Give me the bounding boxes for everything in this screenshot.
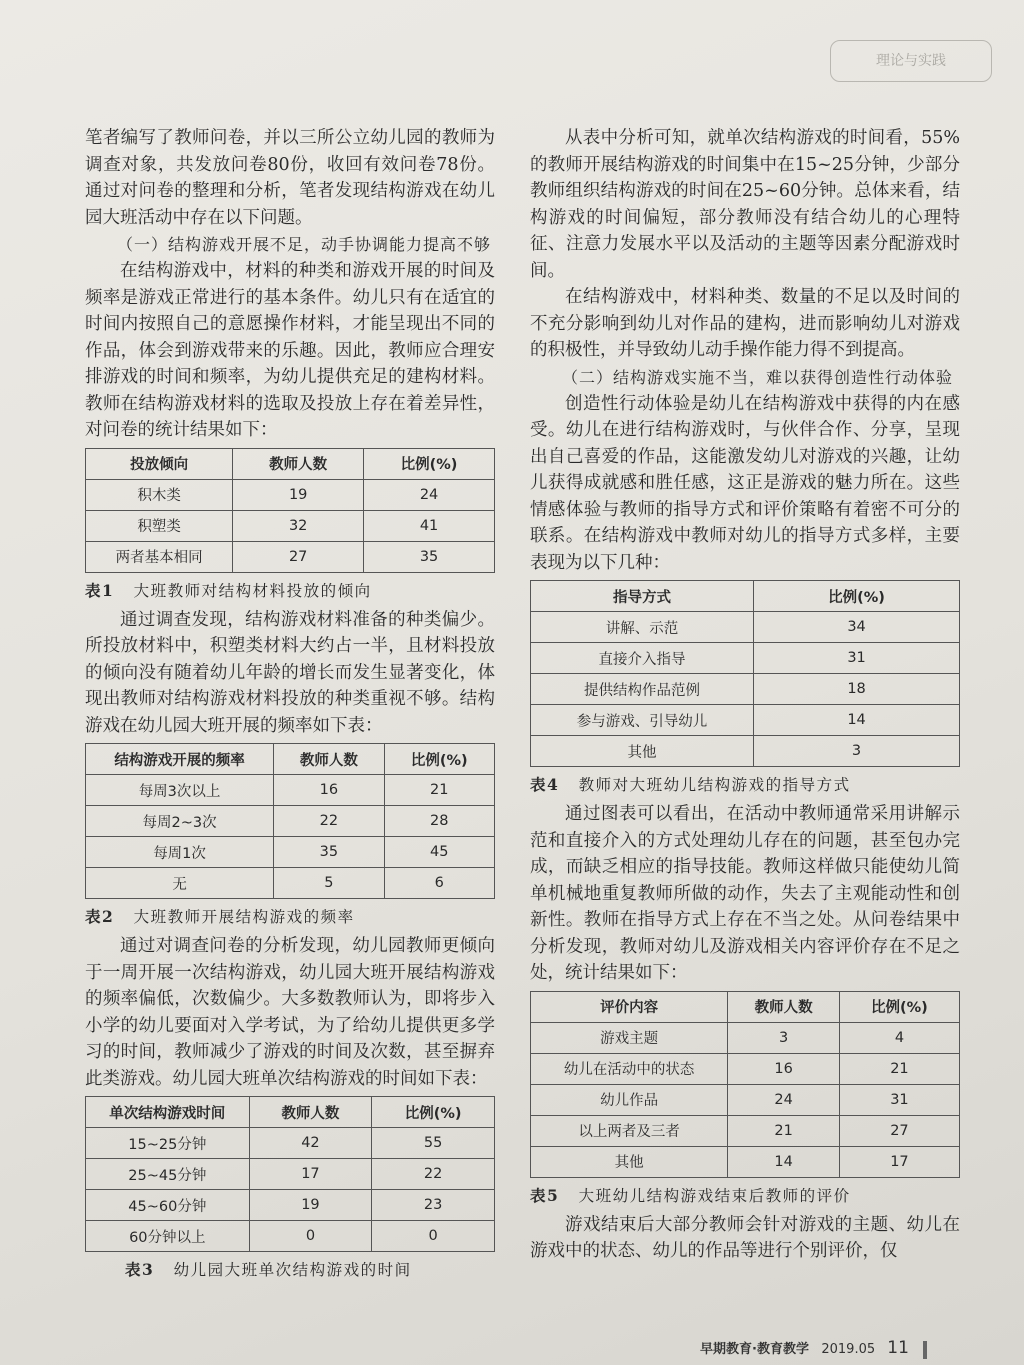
table-cell: 参与游戏、引导幼儿 — [531, 705, 754, 736]
table-row — [531, 736, 960, 767]
table-3 — [85, 1096, 495, 1252]
table-cell: 35 — [274, 837, 384, 868]
table-cell: 22 — [274, 806, 384, 837]
table-cell: 32 — [233, 510, 364, 541]
caption-text: 幼儿园大班单次结构游戏的时间 — [173, 1261, 412, 1279]
table-cell: 以上两者及三者 — [531, 1115, 728, 1146]
table-cell: 15~25分钟 — [86, 1128, 250, 1159]
page-footer — [700, 1338, 927, 1359]
table-cell: 3 — [728, 1022, 840, 1053]
table-row — [531, 1115, 960, 1146]
table-row — [86, 806, 495, 837]
table-header: 教师人数 — [249, 1097, 372, 1128]
table-cell: 27 — [839, 1115, 959, 1146]
table-row — [531, 1146, 960, 1177]
table-cell: 积塑类 — [86, 510, 233, 541]
paragraph: 通过图表可以看出，在活动中教师通常采用讲解示范和直接介入的方式处理幼儿存在的问题，甚至包办完成，而缺乏相应的指导技能。教师这样做只能使幼儿简单机械地重复教师所做的动作，失去了主观能动性和创新性。教师在指导方式上存在不当之处。从问卷结果中分析发现，教师对幼儿及游戏相关内容评价存在不足之处，统计结果如下： — [530, 804, 960, 983]
table-cell: 45 — [384, 837, 494, 868]
table-caption — [530, 1182, 960, 1210]
table-cell: 25~45分钟 — [86, 1159, 250, 1190]
section-tag: 理论与实践 — [830, 40, 992, 82]
table-cell: 16 — [274, 775, 384, 806]
table-caption — [85, 577, 495, 605]
table-row — [86, 479, 495, 510]
right-column — [530, 125, 960, 1265]
table-cell: 23 — [372, 1190, 495, 1221]
caption-text: 大班幼儿结构游戏结束后教师的评价 — [578, 1186, 851, 1205]
issue-date: 2019.05 — [821, 1342, 876, 1357]
table-cell: 两者基本相同 — [86, 541, 233, 572]
table-cell: 18 — [754, 674, 960, 705]
table-row — [531, 1053, 960, 1084]
table-row — [86, 1128, 495, 1159]
table-header: 指导方式 — [531, 581, 754, 612]
paragraph: 通过调查发现，结构游戏材料准备的种类偏少。所投放材料中，积塑类材料大约占一半，且材料投放的倾向没有随着幼儿年龄的增长而发生显著变化，体现出教师对结构游戏材料投放的种类重视不够。结构游戏在幼儿园大班开展的频率如下表： — [85, 609, 495, 736]
table-1 — [85, 448, 495, 573]
table-row — [86, 510, 495, 541]
table-cell: 21 — [839, 1053, 959, 1084]
table-row — [86, 541, 495, 572]
table-cell: 60分钟以上 — [86, 1221, 250, 1252]
table-row — [86, 1159, 495, 1190]
table-cell: 35 — [364, 541, 495, 572]
table-cell: 31 — [754, 643, 960, 674]
table-cell: 24 — [364, 479, 495, 510]
caption-text: 大班教师开展结构游戏的频率 — [133, 908, 355, 926]
caption-number: 表4 — [530, 775, 560, 794]
table-header: 教师人数 — [274, 744, 384, 775]
footer-bar — [923, 1341, 927, 1359]
table-cell: 无 — [86, 868, 274, 899]
paragraph: 笔者编写了教师问卷，并以三所公立幼儿园的教师为调查对象，共发放问卷80份，收回有效问卷78份。通过对问卷的整理和分析，笔者发现结构游戏在幼儿园大班活动中存在以下问题。 — [85, 128, 495, 228]
section-heading: （二）结构游戏实施不当，难以获得创造性行动体验 — [562, 367, 954, 387]
table-cell: 0 — [372, 1221, 495, 1252]
page-number: 11 — [887, 1338, 909, 1358]
table-cell: 游戏主题 — [531, 1022, 728, 1053]
table-cell: 每周3次以上 — [86, 775, 274, 806]
caption-number: 表5 — [530, 1185, 560, 1205]
table-row — [86, 775, 495, 806]
table-cell: 6 — [384, 868, 494, 899]
table-cell: 积木类 — [86, 479, 233, 510]
table-cell: 34 — [754, 612, 960, 643]
caption-number: 表1 — [85, 580, 115, 600]
table-cell: 21 — [384, 775, 494, 806]
table-header: 比例(%) — [754, 581, 960, 612]
caption-number: 表3 — [125, 1260, 155, 1279]
table-cell: 22 — [372, 1159, 495, 1190]
paragraph: 从表中分析可知，就单次结构游戏的时间看，55%的教师开展结构游戏的时间集中在15~25分钟，少部分教师组织结构游戏的时间在25~60分钟。总体来看，结构游戏的时间偏短，部分教师没有结合幼儿的心理特征、注意力发展水平以及活动的主题等因素分配游戏时间。 — [530, 128, 960, 281]
table-row — [531, 705, 960, 736]
table-cell: 幼儿在活动中的状态 — [531, 1053, 728, 1084]
table-row — [531, 1084, 960, 1115]
section-heading: （一）结构游戏开展不足，动手协调能力提高不够 — [117, 235, 492, 254]
journal-name: 早期教育·教育教学 — [700, 1342, 809, 1357]
table-header: 单次结构游戏时间 — [86, 1097, 250, 1128]
table-cell: 55 — [372, 1128, 495, 1159]
table-cell: 17 — [839, 1146, 959, 1177]
table-cell: 19 — [233, 479, 364, 510]
table-cell: 28 — [384, 806, 494, 837]
table-caption — [85, 1256, 495, 1284]
table-cell: 24 — [728, 1084, 840, 1115]
table-row — [86, 868, 495, 899]
table-header: 比例(%) — [364, 448, 495, 479]
caption-number: 表2 — [85, 907, 115, 926]
table-caption — [530, 771, 960, 799]
table-row — [86, 1221, 495, 1252]
table-header: 教师人数 — [728, 991, 840, 1022]
table-cell: 17 — [249, 1159, 372, 1190]
paragraph: 在结构游戏中，材料的种类和游戏开展的时间及频率是游戏正常进行的基本条件。幼儿只有在适宜的时间内按照自己的意愿操作材料，才能呈现出不同的作品，体会到游戏带来的乐趣。因此，教师应合理安排游戏的时间和频率，为幼儿提供充足的建构材料。教师在结构游戏材料的选取及投放上存在着差异性，对问卷的统计结果如下： — [85, 261, 495, 440]
table-2 — [85, 743, 495, 899]
table-4 — [530, 580, 960, 767]
table-cell: 3 — [754, 736, 960, 767]
table-cell: 每周2~3次 — [86, 806, 274, 837]
left-column — [85, 125, 495, 1286]
table-cell: 21 — [728, 1115, 840, 1146]
table-cell: 45~60分钟 — [86, 1190, 250, 1221]
table-row — [531, 674, 960, 705]
table-header: 投放倾向 — [86, 448, 233, 479]
table-cell: 直接介入指导 — [531, 643, 754, 674]
table-cell: 4 — [839, 1022, 959, 1053]
table-row — [531, 612, 960, 643]
table-cell: 31 — [839, 1084, 959, 1115]
paragraph: 在结构游戏中，材料种类、数量的不足以及时间的不充分影响到幼儿对作品的建构，进而影响幼儿对游戏的积极性，并导致幼儿动手操作能力得不到提高。 — [530, 287, 960, 360]
table-cell: 14 — [728, 1146, 840, 1177]
table-row — [531, 643, 960, 674]
table-row — [86, 837, 495, 868]
table-cell: 41 — [364, 510, 495, 541]
table-header: 评价内容 — [531, 991, 728, 1022]
table-cell: 0 — [249, 1221, 372, 1252]
table-cell: 19 — [249, 1190, 372, 1221]
table-cell: 其他 — [531, 736, 754, 767]
table-cell: 5 — [274, 868, 384, 899]
table-cell: 其他 — [531, 1146, 728, 1177]
table-cell: 14 — [754, 705, 960, 736]
caption-text: 教师对大班幼儿结构游戏的指导方式 — [578, 776, 851, 794]
table-cell: 42 — [249, 1128, 372, 1159]
table-cell: 每周1次 — [86, 837, 274, 868]
table-header: 比例(%) — [384, 744, 494, 775]
paragraph: 通过对调查问卷的分析发现，幼儿园教师更倾向于一周开展一次结构游戏，幼儿园大班开展结构游戏的频率偏低，次数偏少。大多数教师认为，即将步入小学的幼儿要面对入学考试，为了给幼儿提供更多学习的时间，教师减少了游戏的时间及次数，甚至摒弃此类游戏。幼儿园大班单次结构游戏的时间如下表： — [85, 936, 495, 1089]
table-cell: 幼儿作品 — [531, 1084, 728, 1115]
paragraph: 游戏结束后大部分教师会针对游戏的主题、幼儿在游戏中的状态、幼儿的作品等进行个别评价，仅 — [530, 1214, 960, 1261]
table-5 — [530, 991, 960, 1178]
table-header: 比例(%) — [372, 1097, 495, 1128]
table-header: 教师人数 — [233, 448, 364, 479]
table-row — [86, 1190, 495, 1221]
table-row — [531, 1022, 960, 1053]
table-cell: 讲解、示范 — [531, 612, 754, 643]
table-header: 比例(%) — [839, 991, 959, 1022]
table-header: 结构游戏开展的频率 — [86, 744, 274, 775]
paragraph: 创造性行动体验是幼儿在结构游戏中获得的内在感受。幼儿在进行结构游戏时，与伙伴合作、分享，呈现出自己喜爱的作品，这能激发幼儿对游戏的兴趣，让幼儿获得成就感和胜任感，这正是游戏的魅力所在。这些情感体验与教师的指导方式和评价策略有着密不可分的联系。在结构游戏中教师对幼儿的指导方式多样，主要表现为以下几种： — [530, 393, 960, 573]
table-cell: 提供结构作品范例 — [531, 674, 754, 705]
table-cell: 27 — [233, 541, 364, 572]
table-cell: 16 — [728, 1053, 840, 1084]
table-caption — [85, 903, 495, 931]
caption-text: 大班教师对结构材料投放的倾向 — [133, 581, 372, 600]
